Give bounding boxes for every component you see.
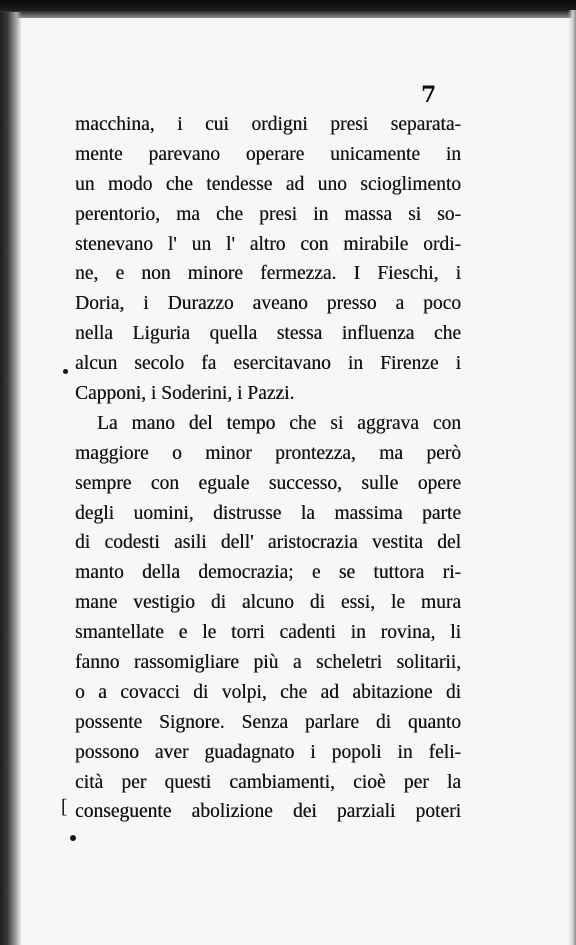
- text-line: mente parevano operare unicamente in: [75, 143, 461, 165]
- text-line: o a covacci di volpi, che ad abitazione di: [75, 681, 461, 703]
- text-line: ne, e non minore fermezza. I Fieschi, i: [75, 263, 461, 285]
- ink-dot: [70, 835, 76, 841]
- text-line: stenevano l' un l' altro con mirabile ordi-: [75, 233, 461, 255]
- text-line: perentorio, ma che presi in massa si so-: [75, 203, 461, 225]
- text-line: degli uomini, distrusse la massima parte: [75, 502, 461, 524]
- text-line: mane vestigio di alcuno di essi, le mura: [75, 592, 461, 614]
- text-line: fanno rassomigliare più a scheletri solitarii,: [75, 652, 461, 674]
- text-line: sempre con eguale successo, sulle opere: [75, 472, 461, 494]
- text-line: manto della democrazia; e se tuttora ri-: [75, 562, 461, 584]
- text-line: possono aver guadagnato i popoli in feli-: [75, 741, 461, 763]
- ink-speck: [63, 369, 68, 374]
- text-line: un modo che tendesse ad uno scioglimento: [75, 173, 461, 195]
- text-line: Doria, i Durazzo aveano presso a poco: [75, 293, 461, 315]
- last-line-wrapper: [61, 797, 461, 827]
- text-line: alcun secolo fa esercitavano in Firenze i: [75, 353, 461, 375]
- book-binding-edge: [0, 12, 22, 945]
- text-line: possente Signore. Senza parlare di quanto: [75, 711, 461, 733]
- text-line: maggiore o minor prontezza, ma però: [75, 442, 461, 464]
- text-line: macchina, i cui ordigni presi separata-: [75, 114, 461, 135]
- page-number: 7: [421, 82, 437, 108]
- text-line: smantellate e le torri cadenti in rovina, li: [75, 622, 461, 644]
- body-text: [61, 110, 461, 827]
- scan-top-shadow: [0, 0, 576, 18]
- text-line: di codesti asili dell' aristocrazia vestita del: [75, 532, 461, 554]
- text-line: cità per questi cambiamenti, cioè per la: [75, 771, 461, 793]
- text-line: nella Liguria quella stessa influenza che: [75, 323, 461, 345]
- paragraph-end-line: Capponi, i Soderini, i Pazzi.: [75, 383, 295, 405]
- text-line: conseguente abolizione dei parziali poteri: [75, 801, 461, 823]
- page-right-edge: [568, 10, 576, 945]
- paragraph-start-line: La mano del tempo che si aggrava con: [97, 412, 461, 434]
- margin-mark: [: [61, 797, 68, 819]
